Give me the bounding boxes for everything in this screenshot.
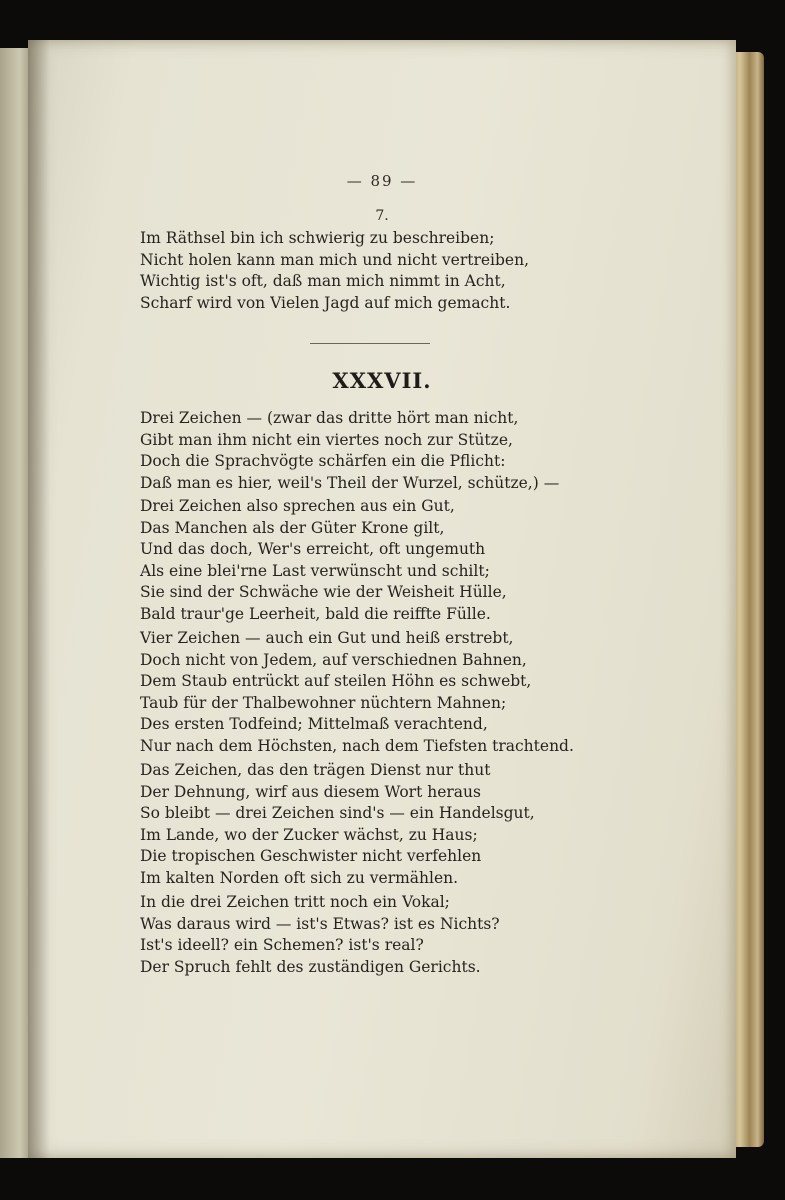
- book-page: [28, 40, 736, 1158]
- verse-line: Sie sind der Schwäche wie der Weisheit Hülle,: [140, 583, 507, 601]
- verse-line: Die tropischen Geschwister nicht verfehlen: [140, 847, 482, 865]
- page-number: — 89 —: [346, 172, 418, 190]
- verse-line: Das Zeichen, das den trägen Dienst nur thut: [140, 761, 491, 779]
- verse-line: Des ersten Todfeind; Mittelmaß verachtend,: [140, 715, 488, 733]
- section-heading: XXXVII.: [332, 368, 432, 393]
- stanza-3: [140, 628, 574, 757]
- verse-line: Ist's ideell? ein Schemen? ist's real?: [140, 936, 424, 954]
- verse-line: Was daraus wird — ist's Etwas? ist es Nichts?: [140, 914, 500, 933]
- verse-line: Im Räthsel bin ich schwierig zu beschreiben;: [140, 229, 495, 247]
- verse-line: Gibt man ihm nicht ein viertes noch zur Stütze,: [140, 430, 513, 449]
- page-edge-stack: [732, 52, 764, 1147]
- verse-line: In die drei Zeichen tritt noch ein Vokal;: [140, 893, 450, 911]
- verse-line: So bleibt — drei Zeichen sind's — ein Handelsgut,: [140, 804, 535, 822]
- verse-line: Scharf wird von Vielen Jagd auf mich gemacht.: [140, 293, 511, 312]
- verse-line: Im Lande, wo der Zucker wächst, zu Haus;: [140, 825, 478, 844]
- verse-line: Dem Staub entrückt auf steilen Höhn es schwebt,: [140, 672, 532, 690]
- stanza-2: [140, 496, 507, 625]
- verse-line: Bald traur'ge Leerheit, bald die reiffte Fülle.: [140, 604, 491, 623]
- verse-line: Das Manchen als der Güter Krone gilt,: [140, 518, 445, 537]
- verse-line: Doch die Sprachvögte schärfen ein die Pflicht:: [140, 452, 506, 470]
- verse-line: Daß man es hier, weil's Theil der Wurzel, schütze,) —: [140, 473, 560, 492]
- verse-line: Der Spruch fehlt des zuständigen Gerichts.: [140, 957, 481, 976]
- verse-line: Doch nicht von Jedem, auf verschiednen Bahnen,: [140, 650, 527, 669]
- verse-line: Der Dehnung, wirf aus diesem Wort heraus: [140, 782, 481, 801]
- stanza-4: [140, 760, 535, 889]
- riddle-7-verse: [140, 228, 529, 314]
- verse-line: Im kalten Norden oft sich zu vermählen.: [140, 868, 459, 887]
- verse-line: Taub für der Thalbewohner nüchtern Mahnen;: [140, 693, 507, 712]
- riddle-number: 7.: [375, 208, 389, 224]
- verse-line: Drei Zeichen also sprechen aus ein Gut,: [140, 497, 455, 515]
- verse-line: Und das doch, Wer's erreicht, oft ungemuth: [140, 540, 486, 558]
- verse-line: Drei Zeichen — (zwar das dritte hört man nicht,: [140, 409, 519, 427]
- section-divider: [310, 343, 430, 344]
- verse-line: Als eine blei'rne Last verwünscht und schilt;: [140, 561, 490, 580]
- verse-line: Wichtig ist's oft, daß man mich nimmt in Acht,: [140, 272, 506, 290]
- verse-line: Nicht holen kann man mich und nicht vertreiben,: [140, 250, 529, 269]
- verse-line: Vier Zeichen — auch ein Gut und heiß erstrebt,: [140, 629, 514, 647]
- stanza-1: [140, 408, 559, 494]
- stanza-5: [140, 892, 500, 978]
- verse-line: Nur nach dem Höchsten, nach dem Tiefsten trachtend.: [140, 736, 574, 755]
